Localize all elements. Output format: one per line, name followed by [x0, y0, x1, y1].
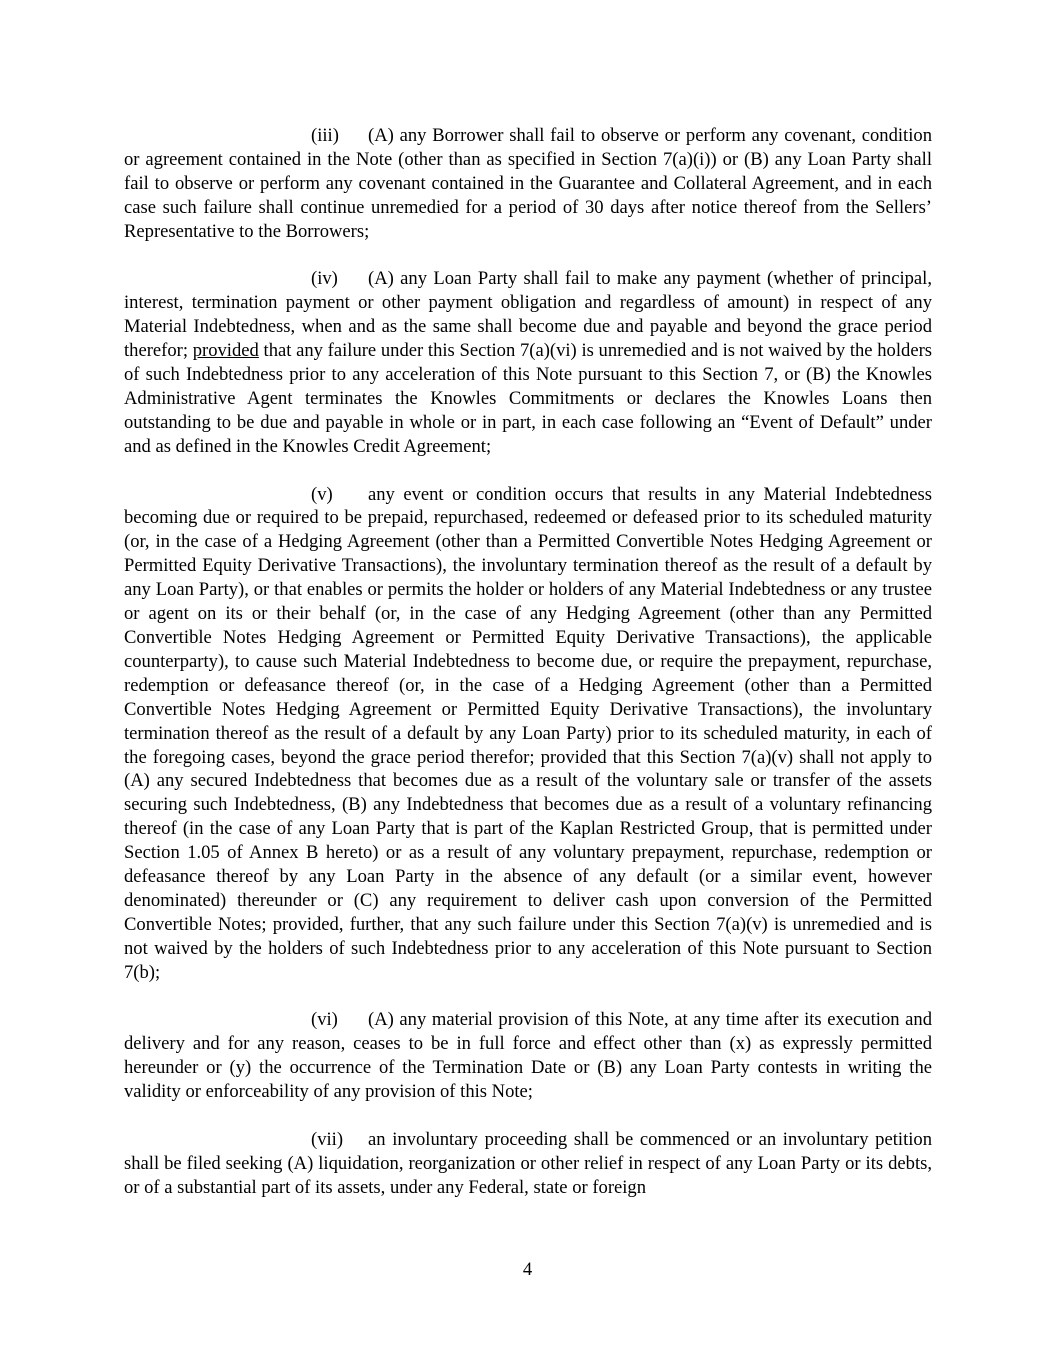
paragraph-text: an involuntary proceeding shall be commenced or an involuntary petition shall be filed seeking (A) liquidation, reorganization or other relief in respect of any Loan Party or its debts, or of a substantial part of its assets, under any Federal, state or foreign	[124, 1129, 932, 1198]
paragraph-number: (vi)	[311, 1009, 338, 1031]
paragraph-iv	[124, 267, 932, 458]
paragraph-vi	[124, 1008, 932, 1104]
paragraph-text-continued: that any failure under this Section 7(a)(vi) is unremedied and is not waived by the holders of such Indebtedness prior to any acceleration of this Note pursuant to this Section 7, or (B) the Knowles Administrative Agent terminates the Knowles Commitments or declares the Knowles Loans then outstanding to be due and payable in whole or in part, in each case following an “Event of Default” under and as defined in the Knowles Credit Agreement;	[124, 340, 932, 457]
document-body	[124, 124, 932, 1224]
paragraph-text: (A) any Loan Party shall fail to make any payment (whether of principal, interest, termination payment or other payment obligation and regardless of amount) in respect of any Material Indebtedness, when and as the same shall become due and payable and beyond the grace period therefor;	[124, 268, 932, 362]
paragraph-text: any event or condition occurs that results in any Material Indebtedness becoming due or required to be prepaid, repurchased, redeemed or defeased prior to its scheduled maturity (or, in the case of a Hedging Agreement (other than a Permitted Convertible Notes Hedging Agreement or Permitted Equity Derivative Transactions), the involuntary termination thereof as the result of a default by any Loan Party), or that enables or permits the holder or holders of any Material Indebtedness or any trustee or agent on its or their behalf (or, in the case of any Hedging Agreement (other than any Permitted Convertible Notes Hedging Agreement or Permitted Equity Derivative Transactions), the applicable counterparty), to cause such Material Indebtedness to become due, or require the prepayment, repurchase, redemption or defeasance thereof (or, in the case of a Hedging Agreement (other than a Permitted Convertible Notes Hedging Agreement or Permitted Equity Derivative Transactions), the involuntary termination thereof as the result of a default by any Loan Party) prior to its scheduled maturity, in each of the foregoing cases, beyond the grace period therefor; provided that this Section 7(a)(v) shall not apply to (A) any secured Indebtedness that becomes due as a result of the voluntary sale or transfer of the assets securing such Indebtedness, (B) any Indebtedness that becomes due as a result of a voluntary refinancing thereof (in the case of any Loan Party that is part of the Kaplan Restricted Group, that is permitted under Section 1.05 of Annex B hereto) or as a result of any voluntary prepayment, repurchase, redemption or defeasance thereof by any Loan Party in the absence of any default (or a similar event, however denominated) thereunder or (C) any requirement to deliver cash upon conversion of the Permitted Convertible Notes; provided, further, that any such failure under this Section 7(a)(v) is unremedied and is not waived by the holders of such Indebtedness prior to any acceleration of this Note pursuant to Section 7(b);	[124, 483, 932, 983]
underlined-term: provided	[192, 340, 259, 362]
paragraph-text: (A) any material provision of this Note, at any time after its execution and delivery and for any reason, ceases to be in full force and effect other than (x) as expressly permitted hereunder or (y) the occurrence of the Termination Date or (B) any Loan Party contests in writing the validity or enforceability of any provision of this Note;	[124, 1009, 932, 1103]
paragraph-number: (iv)	[311, 268, 338, 290]
paragraph-number: (v)	[311, 483, 333, 505]
paragraph-number: (iii)	[311, 125, 339, 146]
paragraph-text: (A) any Borrower shall fail to observe or perform any covenant, condition or agreement contained in the Note (other than as specified in Section 7(a)(i)) or (B) any Loan Party shall fail to observe or perform any covenant contained in the Guarantee and Collateral Agreement, and in each case such failure shall continue unremedied for a period of 30 days after notice thereof from the Sellers’ Representative to the Borrowers;	[124, 125, 932, 242]
paragraph-v	[124, 483, 932, 985]
page-number: 4	[522, 1259, 533, 1280]
paragraph-vii	[124, 1128, 932, 1200]
paragraph-number: (vii)	[311, 1129, 344, 1150]
paragraph-iii	[124, 124, 932, 244]
